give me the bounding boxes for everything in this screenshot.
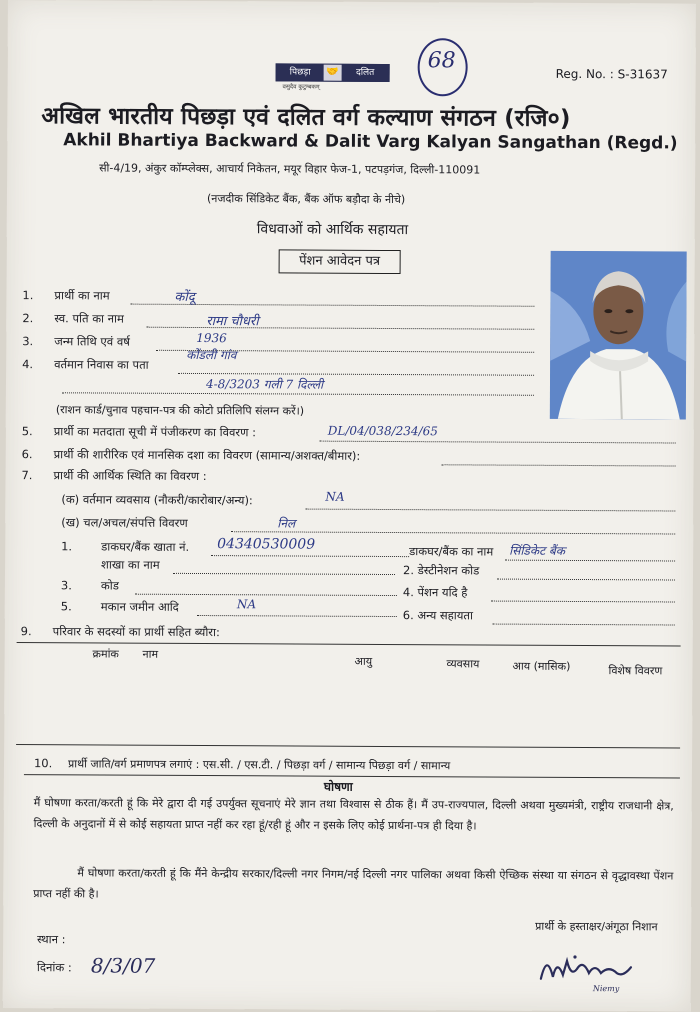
field-4-line-2 (62, 392, 534, 395)
organization-logo (276, 63, 390, 82)
code-label: कोड (100, 578, 119, 593)
field-6-label: प्रार्थी की शारीरिक एवं मानसिक दशा का विवरण (सामान्य/अशक्त/बीमार): (53, 447, 361, 463)
logo-right-text: दलित (355, 67, 375, 78)
field-5-line (320, 441, 676, 444)
field-6-number: 6. (21, 447, 33, 462)
field-7a-value: NA (325, 489, 345, 504)
branch-label: शाखा का नाम (101, 557, 160, 572)
bank-name-value: सिंडिकेट बैंक (509, 543, 566, 558)
field-5-value: DL/04/038/234/65 (327, 423, 438, 439)
field-3-value: 1936 (196, 330, 227, 346)
family-col-age: आयु (354, 654, 373, 668)
applicant-signature (535, 943, 655, 994)
destination-code-label: 2. डेस्टीनेशन कोड (402, 563, 480, 578)
code-line (135, 594, 397, 596)
bank-name-label: डाकघर/बैंक का नाम (409, 544, 494, 559)
pension-if-any-line (491, 601, 675, 603)
field-5-number: 5. (21, 424, 33, 439)
tagline: वसुदैव कुटुम्बकम् (282, 83, 320, 91)
field-1-number: 1. (22, 288, 34, 303)
title-hindi: अखिल भारतीय पिछड़ा एवं दलित वर्ग कल्याण संगठन (रजि०) (41, 103, 571, 132)
field-9-label: परिवार के सदस्यों का प्रार्थी सहित ब्यौरा: (52, 624, 220, 640)
family-col-name: नाम (142, 647, 159, 661)
field-1-value: कोंदू (174, 289, 195, 305)
ration-card-note: (राशन कार्ड/चुनाव पहचान-पत्र की कोटो प्रतिलिपि संलग्न करें।) (55, 403, 305, 418)
signature-text: Niemy (592, 984, 620, 994)
property-label: मकान जमीन आदि (100, 599, 179, 614)
declaration-heading: घोषणा (323, 779, 353, 794)
field-7b-label: (ख) चल/अचल/संपत्ति विवरण (61, 515, 188, 530)
family-col-serial: क्रमांक (92, 647, 119, 661)
field-5-label: प्रार्थी का मतदाता सूची में पंजीकरण का विवरण : (53, 424, 257, 440)
logo-left-text: पिछड़ा (289, 67, 311, 78)
field-7b-value: निल (277, 516, 296, 531)
bank-1-number: 1. (61, 539, 73, 554)
field-7-label: प्रार्थी की आर्थिक स्थिति का विवरण : (53, 468, 207, 484)
field-4-label: वर्तमान निवास का पता (54, 357, 149, 372)
field-7a-label: (क) वर्तमान व्यवसाय (नौकरी/कारोबार/अन्य): (61, 492, 253, 508)
address-landmark: (नजदीक सिंडिकेट बैंक, बैंक ऑफ बड़ौदा के नीचे) (206, 192, 406, 207)
field-3-label: जन्म तिथि एवं वर्ष (54, 334, 130, 349)
registration-number: Reg. No. : S-31637 (555, 66, 668, 82)
address: सी-4/19, अंकुर कॉम्प्लेक्स, आचार्य निकेतन, मयूर विहार फेज-1, पटपड़गंज, दिल्ली-110091 (99, 161, 481, 177)
photo-drawing (550, 251, 687, 420)
signature-scribble (535, 943, 655, 994)
date-label: दिनांक : (36, 960, 72, 975)
file-number: 68 (427, 48, 456, 74)
bank-5-number: 5. (60, 599, 72, 614)
family-col-occupation: व्यवसाय (446, 657, 480, 671)
field-7-number: 7. (21, 468, 33, 483)
field-6-line (442, 464, 676, 466)
bank-3-number: 3. (60, 578, 72, 593)
field-7b-line (231, 531, 675, 534)
field-4-value: कोंडली गांव (186, 347, 237, 363)
field-2-line (146, 327, 534, 330)
title-english: Akhil Bhartiya Backward & Dalit Varg Kalyan Sangathan (Regd.) (63, 130, 678, 154)
field-3-number: 3. (22, 334, 34, 349)
other-help-line (493, 624, 675, 626)
bank-name-line (505, 560, 675, 562)
field-7a-line (305, 509, 675, 512)
family-table-bottom-rule (16, 744, 680, 748)
date-value: 8/3/07 (90, 953, 156, 978)
property-line (197, 615, 397, 617)
bank-account-value: 04340530009 (217, 536, 316, 553)
signature-label: प्रार्थी के हस्ताक्षर/अंगूठा निशान (535, 919, 658, 934)
field-10-number: 10. (33, 756, 53, 771)
destination-code-line (497, 579, 675, 581)
place-label: स्थान : (37, 932, 66, 947)
declaration-para-1: मैं घोषणा करता/करती हूं कि मेरे द्वारा दी गई उपर्युक्त सूचनाएं मेरे ज्ञान तथा विश्वास से ठीक हैं। मैं उप-राज्यपाल, दिल्ली अथवा मुख्यमंत्री, राष्ट्रीय राजधानी क्षेत्र, दिल्ली के अनुदानों में से कोई सहायता प्राप्त नहीं कर रहा हूं/रही हूं और न इसके लिए कोई प्रार्थना-पत्र ही दिया है। (33, 796, 674, 833)
bank-account-label: डाकघर/बैंक खाता नं. (101, 539, 190, 554)
field-1-label: प्रार्थी का नाम (54, 288, 110, 303)
family-col-income: आय (मासिक) (512, 659, 571, 673)
handshake-icon: 🤝 (324, 65, 342, 81)
form-subtitle: विधवाओं को आर्थिक सहायता (256, 221, 409, 239)
field-2-label: स्व. पति का नाम (54, 311, 124, 326)
field-4-number: 4. (22, 357, 34, 372)
bank-account-line (211, 555, 409, 557)
field-2-number: 2. (22, 311, 34, 326)
field-4-value-2: 4-8/3203 गली 7 दिल्ली (205, 377, 324, 392)
applicant-photo (550, 251, 687, 420)
other-help-label: 6. अन्य सहायता (402, 608, 474, 623)
family-col-remarks: विशेष विवरण (608, 664, 663, 678)
pension-if-any-label: 4. पेंशन यदि है (402, 585, 468, 600)
field-2-value: रामा चौधरी (206, 314, 259, 330)
branch-line (173, 573, 395, 575)
application-form-page (3, 0, 696, 1012)
field-9-number: 9. (20, 624, 32, 639)
field-10-label: प्रार्थी जाति/वर्ग प्रमाणपत्र लगाएं : एस.सी. / एस.टी. / पिछड़ा वर्ग / सामान्य पिछड़ा वर्ग / सामान्य (67, 757, 451, 773)
declaration-para-2: मैं घोषणा करता/करती हूं कि मैंने केन्द्रीय सरकार/दिल्ली नगर निगम/नई दिल्ली नगर पालिका अथवा किसी ऐच्छिक संस्था या संगठन से वृद्धावस्था पेंशन प्राप्त नहीं की है। (33, 866, 674, 901)
form-title: पेंशन आवेदन पत्र (279, 249, 401, 274)
property-value: NA (236, 597, 257, 612)
